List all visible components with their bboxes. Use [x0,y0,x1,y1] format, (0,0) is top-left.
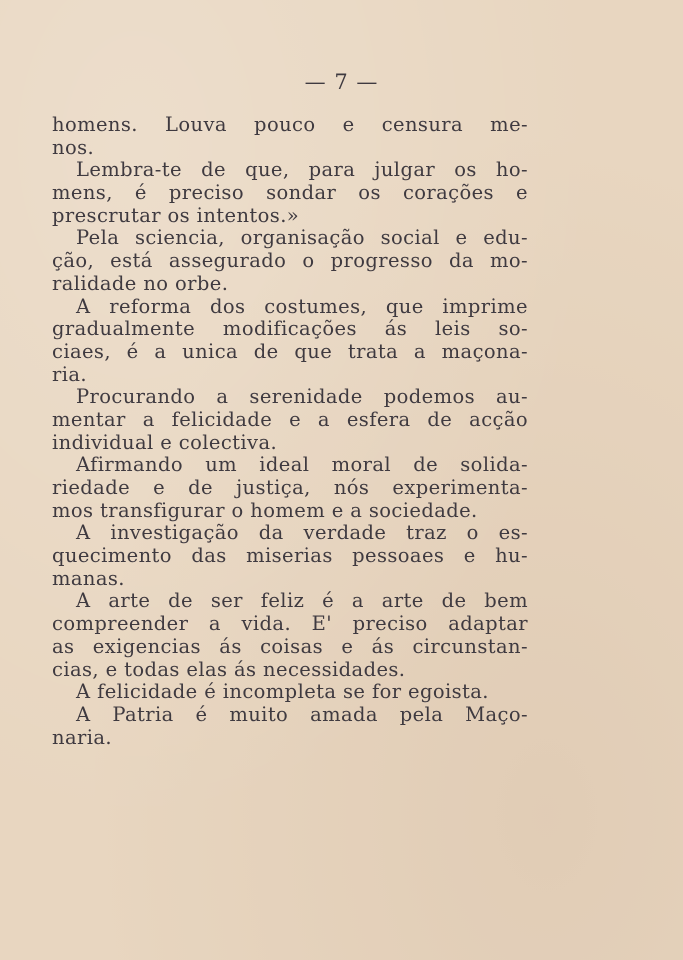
text-line: gradualmente modificações ás leis so- [52,317,528,341]
body-text [52,114,528,749]
text-line: Lembra-te de que, para julgar os ho- [76,158,528,182]
text-line: ria. [52,362,87,386]
text-line: as exigencias ás coisas e ás circunstan- [52,634,528,658]
text-line: manas. [52,566,125,590]
text-line: cias, e todas elas ás necessidades. [52,657,406,681]
text-line: ralidade no orbe. [52,271,229,295]
text-line: quecimento das miserias pessoaes e hu- [52,544,528,568]
text-line: compreender a vida. E' preciso adaptar [52,612,528,636]
text-line: individual e colectiva. [52,430,278,454]
text-line: A investigação da verdade traz o es- [76,521,528,545]
text-line: homens. Louva pouco e censura me- [52,113,528,136]
text-line: Pela sciencia, organisação social e edu- [76,226,528,250]
text-line: riedade e de justiça, nós experimenta- [52,476,528,499]
text-line: mentar a felicidade e a esfera de acção [52,407,528,431]
text-line: nos. [52,135,95,159]
text-line: mos transfigurar o homem e a sociedade. [52,498,478,522]
text-line: A arte de ser feliz é a arte de bem [76,589,528,613]
text-line: prescrutar os intentos.» [52,203,300,227]
text-line: Afirmando um ideal moral de solida- [76,453,528,477]
text-line: mens, é preciso sondar os corações e [52,181,528,205]
text-line: naria. [52,725,112,749]
text-line: Procurando a serenidade podemos au- [76,385,528,409]
text-line: A felicidade é incompleta se for egoista. [76,680,489,704]
text-line: ciaes, é a unica de que trata a maçona- [52,339,528,363]
text-line: A reforma dos costumes, que imprime [76,294,528,318]
text-line: A Patria é muito amada pela Maço- [76,702,528,726]
text-line: ção, está assegurado o progresso da mo- [52,249,528,273]
page-number: — 7 — [304,70,379,94]
